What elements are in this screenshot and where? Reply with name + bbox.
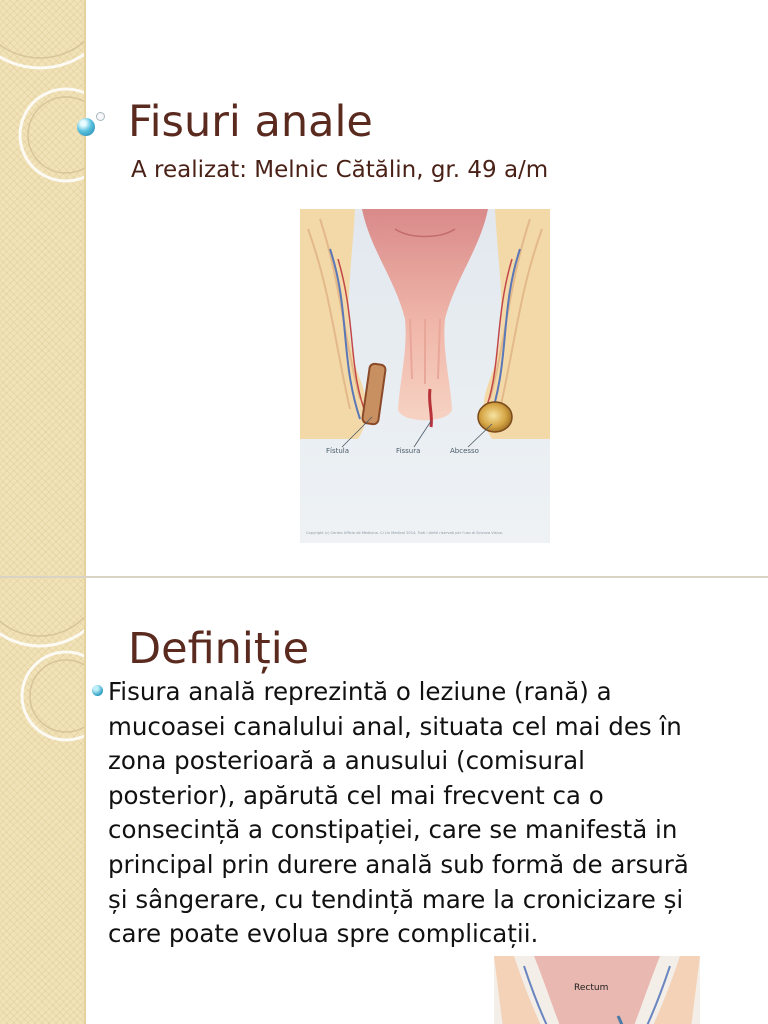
blue-orb-bullet-icon	[77, 118, 95, 136]
label-fissure: Fissura	[396, 447, 421, 455]
label-abscess: Abcesso	[450, 447, 479, 455]
rectum-illustration	[494, 956, 700, 1024]
label-fistula: Fístula	[326, 447, 350, 455]
author-subtitle: A realizat: Melnic Cătălin, gr. 49 a/m	[131, 157, 549, 183]
small-ring-icon	[96, 112, 105, 121]
anatomy-drawing	[300, 209, 550, 543]
decorative-circles-icon	[0, 578, 84, 1024]
anal-anatomy-illustration	[300, 209, 550, 543]
definition-slide	[0, 578, 768, 1024]
round-bullet-icon	[92, 685, 103, 696]
decorative-side-strip	[0, 578, 86, 1024]
decorative-circles-icon	[0, 0, 84, 578]
definition-text: Fisura anală reprezintă o leziune (rană) a mucoasei canalului anal, situata cel mai des în zona posterioară a anusului (comisural posterior), apărută cel mai frecvent ca o consecință a constipației, care se manifestă in principal prin durere anală sub formă de arsură și sângerare, cu tendință mare la cronicizare și care poate evolua spre complicații.	[108, 677, 689, 949]
rectum-label: Rectum	[574, 983, 609, 993]
decorative-side-strip	[0, 0, 86, 578]
definition-title: Definiție	[128, 624, 310, 674]
slide-title: Fisuri anale	[128, 97, 373, 147]
image-credit: Copyright (c) Centro Ufficio de Medicina. Ci Lin Medical 2014. Tutti i diritti riservati per l'uso di Scienza Visiva.	[306, 531, 503, 535]
